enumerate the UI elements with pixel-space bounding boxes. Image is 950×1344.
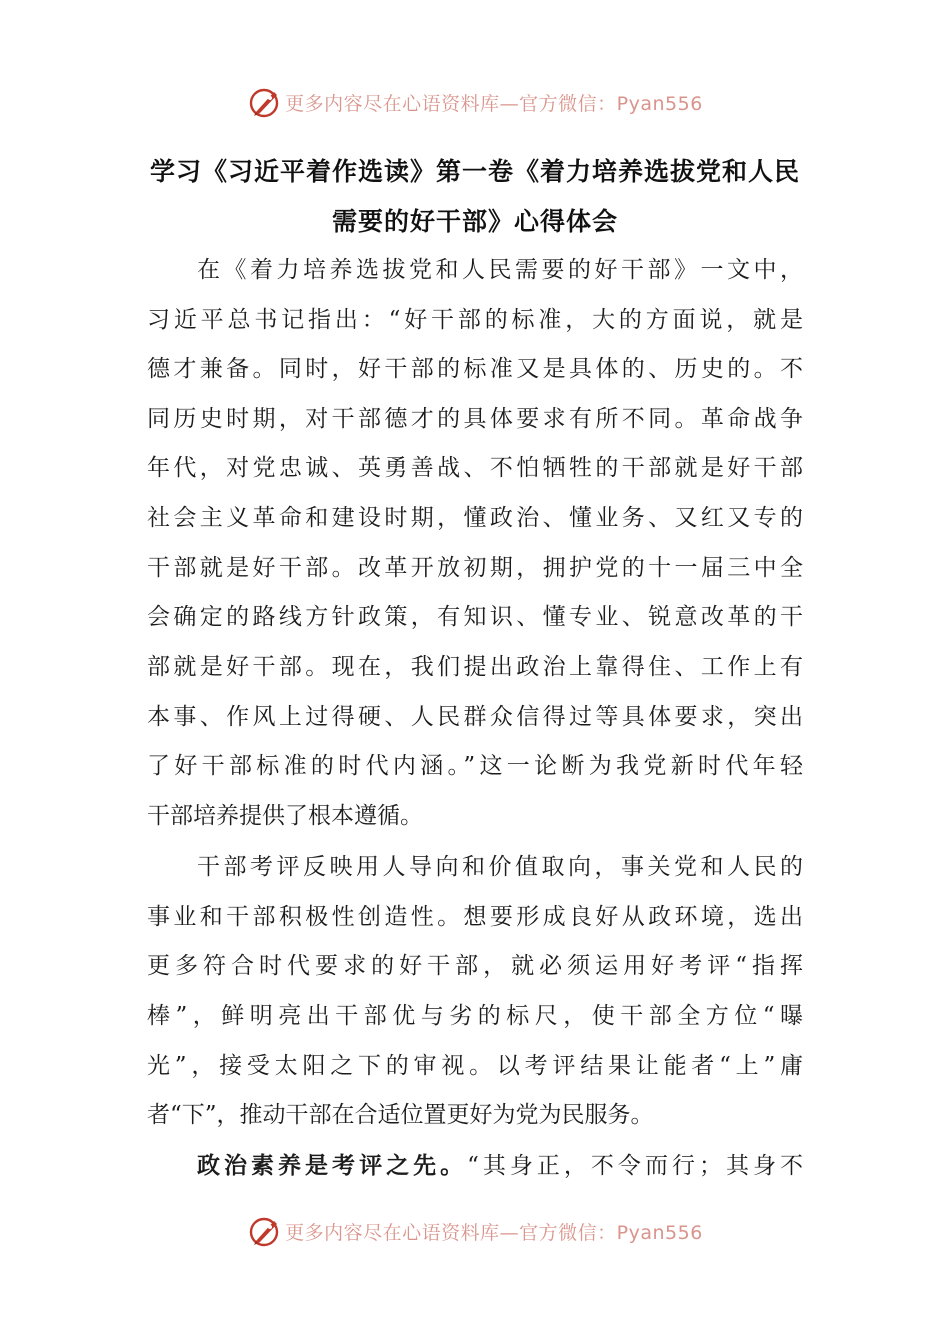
text-line: 者“下”，推动干部在合适位置更好为党为民服务。 <box>147 1102 654 1128</box>
document-title-line-2: 需要的好干部》心得体会 <box>331 207 618 236</box>
paragraph-lead-bold: 政治素养是考评之先。 <box>197 1153 468 1179</box>
paragraph-3 <box>197 1150 803 1182</box>
text-line: 棒”，鲜明亮出干部优与劣的标尺，使干部全方位“曝 <box>147 1003 803 1029</box>
paragraph-rest: “其身正，不令而行；其身不 <box>467 1153 803 1179</box>
text-line: 年代，对党忠诚、英勇善战、不怕牺牲的干部就是好干部 <box>147 455 803 481</box>
banner-text: 更多内容尽在心语资料库—官方微信：Pyan556 <box>285 92 703 115</box>
document-title-line-1: 学习《习近平着作选读》第一卷《着力培养选拔党和人民 <box>149 157 800 186</box>
pen-logo-icon <box>247 1213 283 1249</box>
text-line: 社会主义革命和建设时期，懂政治、懂业务、又红又专的 <box>147 505 803 531</box>
text-line: 干部考评反映用人导向和价值取向，事关党和人民的 <box>197 854 803 880</box>
footer-banner <box>0 1211 950 1251</box>
text-line: 部就是好干部。现在，我们提出政治上靠得住、工作上有 <box>147 654 803 680</box>
text-line: 本事、作风上过得硬、人民群众信得过等具体要求，突出 <box>147 704 803 730</box>
banner-handle: Pyan556 <box>616 92 703 115</box>
text-line: 干部培养提供了根本遵循。 <box>147 803 423 829</box>
text-line: 会确定的路线方针政策，有知识、懂专业、锐意改革的干 <box>147 604 803 630</box>
text-line: 在《着力培养选拔党和人民需要的好干部》一文中， <box>197 257 803 283</box>
banner-text: 更多内容尽在心语资料库—官方微信：Pyan556 <box>285 1221 703 1244</box>
banner-handle: Pyan556 <box>616 1221 703 1244</box>
text-line: 了好干部标准的时代内涵。”这一论断为我党新时代年轻 <box>147 753 803 779</box>
text-line: 干部就是好干部。改革开放初期，拥护党的十一届三中全 <box>147 555 803 581</box>
text-line: 事业和干部积极性创造性。想要形成良好从政环境，选出 <box>147 904 803 930</box>
text-line: 德才兼备。同时，好干部的标准又是具体的、历史的。不 <box>147 356 803 382</box>
text-line: 光”，接受太阳之下的审视。以考评结果让能者“上”庸 <box>147 1053 803 1079</box>
text-line: 更多符合时代要求的好干部，就必须运用好考评“指挥 <box>147 953 803 979</box>
header-banner <box>0 82 950 122</box>
pen-logo-icon <box>247 84 283 120</box>
text-line: 同历史时期，对干部德才的具体要求有所不同。革命战争 <box>147 406 803 432</box>
text-line: 习近平总书记指出：“好干部的标准，大的方面说，就是 <box>147 307 803 333</box>
